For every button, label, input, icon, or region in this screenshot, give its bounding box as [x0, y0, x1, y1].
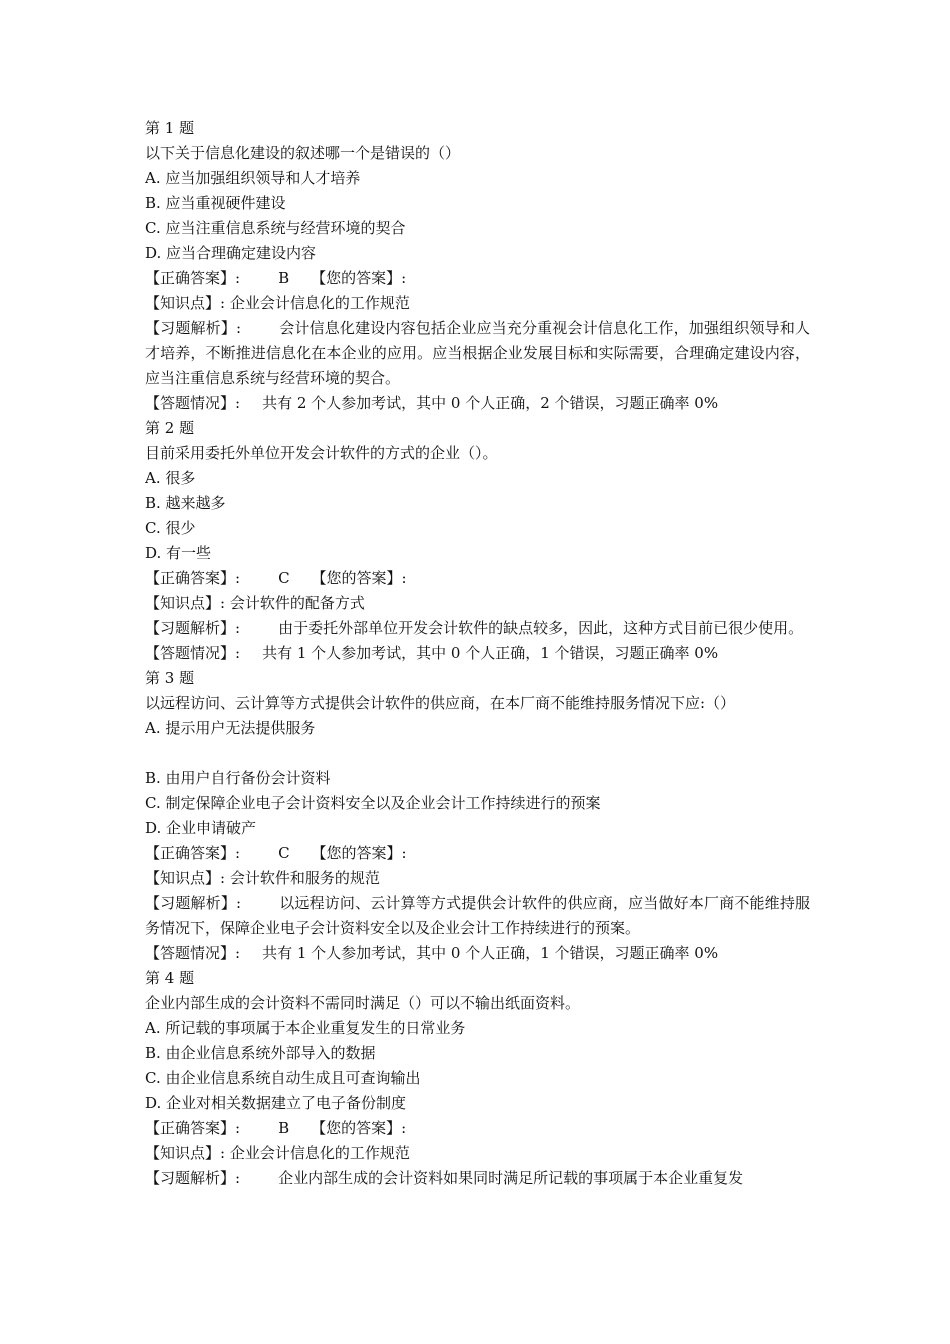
option-a: A. 所记载的事项属于本企业重复发生的日常业务: [145, 1019, 466, 1037]
stats-label: 【答题情况】:: [145, 944, 241, 962]
question-stem: 目前采用委托外单位开发会计软件的方式的企业（）。: [145, 444, 498, 462]
knowledge-row: [145, 1141, 810, 1166]
analysis-label: 【习题解析】:: [145, 619, 241, 637]
question-3: [145, 666, 810, 966]
correct-answer-value: C: [278, 569, 290, 587]
knowledge-row: [145, 591, 810, 616]
stats-text: 共有 2 个人参加考试，其中 0 个人正确，2 个错误，习题正确率 0%: [262, 394, 719, 412]
analysis-row: [145, 1166, 810, 1191]
analysis-text: 由于委托外部单位开发会计软件的缺点较多，因此，这种方式目前已很少使用。: [278, 619, 804, 637]
knowledge-value: 企业会计信息化的工作规范: [229, 1144, 410, 1162]
option-d: D. 企业对相关数据建立了电子备份制度: [145, 1094, 407, 1112]
analysis-row: [145, 891, 810, 941]
correct-answer-value: B: [278, 1119, 290, 1137]
question-4: [145, 966, 810, 1191]
option-b: B. 越来越多: [145, 494, 226, 512]
stats-label: 【答题情况】:: [145, 394, 241, 412]
analysis-label: 【习题解析】:: [145, 1169, 241, 1187]
option-a: A. 很多: [145, 469, 196, 487]
option-d: D. 有一些: [145, 544, 212, 562]
correct-answer-label: 【正确答案】:: [145, 1119, 241, 1137]
analysis-label: 【习题解析】:: [145, 894, 242, 912]
stats-row: [145, 941, 810, 966]
analysis-text: 会计信息化建设内容包括企业应当充分重视会计信息化工作，加强组织领导和人才培养，不断推进信息化在本企业的应用。应当根据企业发展目标和实际需要，合理确定建设内容，应当注重信息系统与经营环境的契合。: [145, 319, 810, 387]
answer-row: [145, 1116, 810, 1141]
knowledge-label: 【知识点】:: [145, 594, 226, 612]
knowledge-value: 企业会计信息化的工作规范: [229, 294, 410, 312]
knowledge-label: 【知识点】:: [145, 869, 226, 887]
your-answer-label: 【您的答案】:: [311, 844, 407, 862]
question-header: 第 3 题: [145, 669, 195, 687]
analysis-text: 企业内部生成的会计资料如果同时满足所记载的事项属于本企业重复发: [278, 1169, 744, 1187]
option-a: A. 应当加强组织领导和人才培养: [145, 169, 361, 187]
question-header: 第 2 题: [145, 419, 195, 437]
analysis-label: 【习题解析】:: [145, 319, 242, 337]
option-c: C. 由企业信息系统自动生成且可查询输出: [145, 1069, 421, 1087]
question-stem: 以下关于信息化建设的叙述哪一个是错误的（）: [145, 144, 461, 162]
question-document: [145, 116, 810, 1191]
analysis-text: 以远程访问、云计算等方式提供会计软件的供应商，应当做好本厂商不能维持服务情况下，保障企业电子会计资料安全以及企业会计工作持续进行的预案。: [145, 894, 810, 937]
correct-answer-value: C: [278, 844, 290, 862]
stats-text: 共有 1 个人参加考试，其中 0 个人正确，1 个错误，习题正确率 0%: [262, 944, 719, 962]
option-c: C. 制定保障企业电子会计资料安全以及企业会计工作持续进行的预案: [145, 794, 601, 812]
option-c: C. 应当注重信息系统与经营环境的契合: [145, 219, 406, 237]
option-a: A. 提示用户无法提供服务: [145, 719, 316, 737]
knowledge-label: 【知识点】:: [145, 1144, 226, 1162]
knowledge-label: 【知识点】:: [145, 294, 226, 312]
option-b: B. 应当重视硬件建设: [145, 194, 286, 212]
stats-row: [145, 641, 810, 666]
stats-row: [145, 391, 810, 416]
your-answer-label: 【您的答案】:: [311, 1119, 407, 1137]
option-d: D. 企业申请破产: [145, 819, 257, 837]
your-answer-label: 【您的答案】:: [311, 569, 407, 587]
blank-line: [145, 741, 810, 766]
option-b: B. 由用户自行备份会计资料: [145, 769, 331, 787]
knowledge-row: [145, 866, 810, 891]
knowledge-value: 会计软件的配备方式: [229, 594, 365, 612]
answer-row: [145, 266, 810, 291]
knowledge-value: 会计软件和服务的规范: [229, 869, 380, 887]
question-header: 第 1 题: [145, 119, 195, 137]
stats-label: 【答题情况】:: [145, 644, 241, 662]
question-stem: 企业内部生成的会计资料不需同时满足（）可以不输出纸面资料。: [145, 994, 581, 1012]
option-d: D. 应当合理确定建设内容: [145, 244, 317, 262]
question-2: [145, 416, 810, 666]
option-b: B. 由企业信息系统外部导入的数据: [145, 1044, 376, 1062]
correct-answer-label: 【正确答案】:: [145, 269, 241, 287]
question-stem: 以远程访问、云计算等方式提供会计软件的供应商，在本厂商不能维持服务情况下应:（）: [145, 694, 736, 712]
correct-answer-label: 【正确答案】:: [145, 569, 241, 587]
option-c: C. 很少: [145, 519, 196, 537]
your-answer-label: 【您的答案】:: [311, 269, 407, 287]
analysis-row: [145, 616, 810, 641]
knowledge-row: [145, 291, 810, 316]
correct-answer-label: 【正确答案】:: [145, 844, 241, 862]
correct-answer-value: B: [278, 269, 290, 287]
question-header: 第 4 题: [145, 969, 195, 987]
analysis-row: [145, 316, 810, 391]
stats-text: 共有 1 个人参加考试，其中 0 个人正确，1 个错误，习题正确率 0%: [262, 644, 719, 662]
question-1: [145, 116, 810, 416]
answer-row: [145, 841, 810, 866]
answer-row: [145, 566, 810, 591]
